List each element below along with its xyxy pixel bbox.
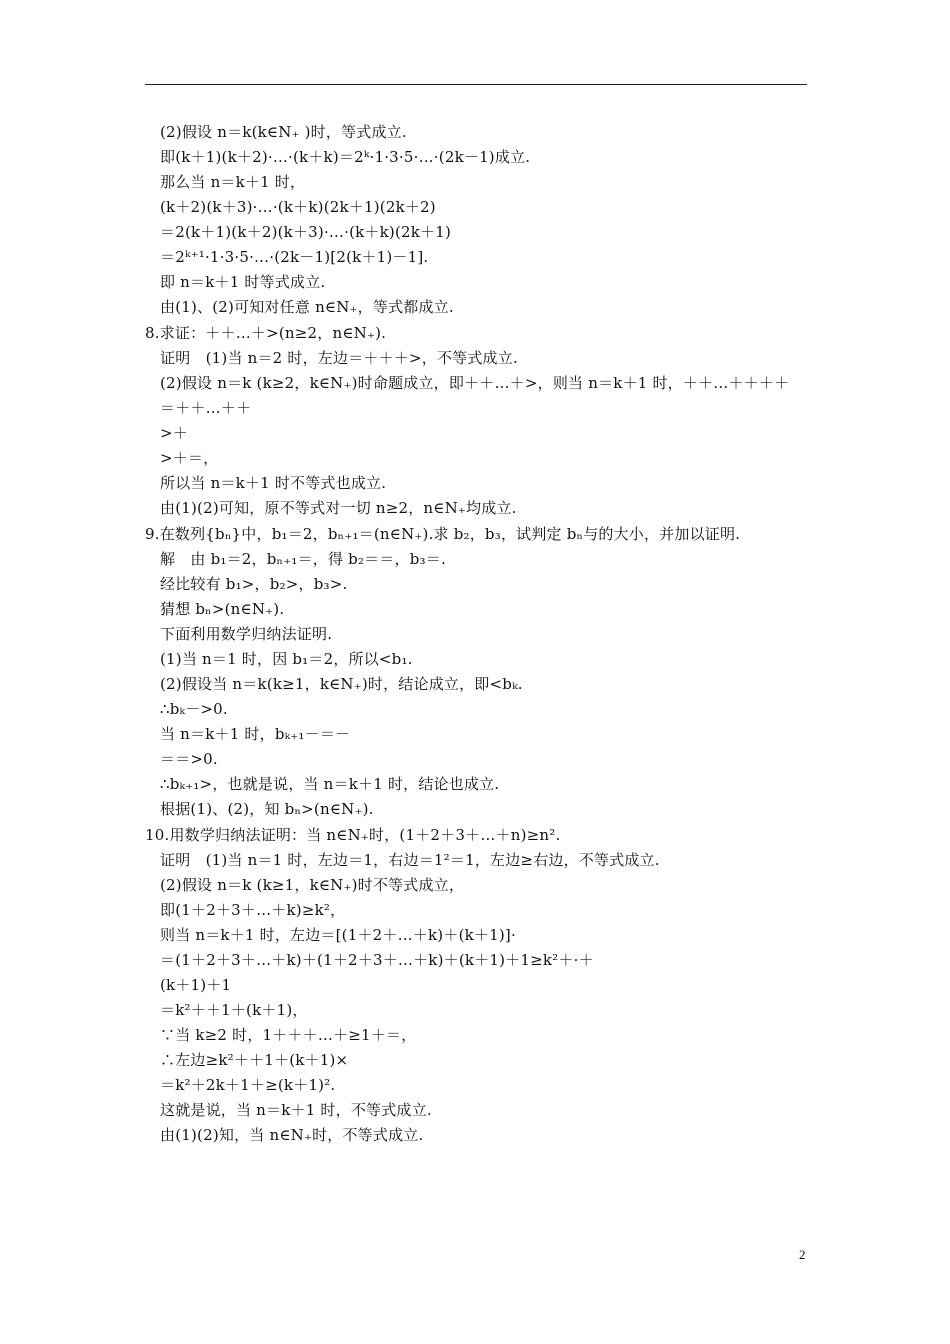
text-line: 那么当 n＝k＋1 时， — [160, 173, 306, 191]
text-line: 由(1)、(2)可知对任意 n∈N₊，等式都成立. — [160, 298, 454, 316]
text-line: ∴bₖ－>0. — [160, 700, 228, 718]
text-line: ∴左边≥k²＋＋1＋(k＋1)× — [160, 1051, 349, 1069]
text-line: (2)假设当 n＝k(k≥1，k∈N₊)时，结论成立，即<bₖ. — [160, 675, 523, 693]
problem-heading: 8.求证：＋＋…＋>(n≥2，n∈N₊). — [145, 324, 387, 342]
text-line: (2)假设 n＝k (k≥2，k∈N₊)时命题成立，即＋＋…＋>，则当 n＝k＋1 时，＋＋…＋＋＋＋ — [160, 374, 790, 392]
page-number: 2 — [799, 1247, 806, 1262]
text-line: 当 n＝k＋1 时，bₖ₊₁－＝－ — [160, 725, 351, 743]
text-line: ＝＋＋…＋＋ — [160, 399, 252, 417]
text-line: (k＋1)＋1 — [160, 976, 232, 994]
text-line: (2)假设 n＝k (k≥1，k∈N₊)时不等式成立， — [160, 876, 465, 894]
text-line: >＋ — [160, 424, 188, 442]
text-line: 由(1)(2)可知，原不等式对一切 n≥2，n∈N₊均成立. — [160, 499, 517, 517]
text-line: ＝(1＋2＋3＋…＋k)＋(1＋2＋3＋…＋k)＋(k＋1)＋1≥k²＋·＋ — [160, 951, 594, 969]
text-line: 解 由 b₁＝2，bₙ₊₁＝，得 b₂＝＝，b₃＝. — [160, 550, 446, 568]
text-line: 证明 (1)当 n＝2 时，左边＝＋＋＋>，不等式成立. — [160, 349, 518, 367]
text-line: 所以当 n＝k＋1 时不等式也成立. — [160, 474, 387, 492]
text-line: 则当 n＝k＋1 时，左边＝[(1＋2＋…＋k)＋(k＋1)]· — [160, 926, 516, 944]
text-line: 下面利用数学归纳法证明. — [160, 625, 333, 643]
text-line: ＝2ᵏ⁺¹·1·3·5·…·(2k－1)[2(k＋1)－1]. — [160, 248, 429, 266]
problem-heading: 9.在数列{bₙ}中，b₁＝2，bₙ₊₁＝(n∈N₊).求 b₂，b₃，试判定 bₙ与的大小，并加以证明. — [145, 525, 741, 543]
text-line: ＝＝>0. — [160, 750, 218, 768]
text-line: 即(1＋2＋3＋…＋k)≥k²， — [160, 901, 346, 919]
text-line: 根据(1)、(2)，知 bₙ>(n∈N₊). — [160, 800, 374, 818]
text-line: 由(1)(2)知，当 n∈N₊时，不等式成立. — [160, 1126, 424, 1144]
text-line: 即(k＋1)(k＋2)·…·(k＋k)＝2ᵏ·1·3·5·…·(2k－1)成立. — [160, 148, 531, 166]
text-line: ＝2(k＋1)(k＋2)(k＋3)·…·(k＋k)(2k＋1) — [160, 223, 452, 241]
text-line: ＝k²＋＋1＋(k＋1)， — [160, 1001, 308, 1019]
text-line: (1)当 n＝1 时，因 b₁＝2，所以<b₁. — [160, 650, 413, 668]
header-rule — [145, 84, 807, 85]
text-line: ∴bₖ₊₁>，也就是说，当 n＝k＋1 时，结论也成立. — [160, 775, 500, 793]
text-line: 猜想 bₙ>(n∈N₊). — [160, 600, 285, 618]
text-line: ＝k²＋2k＋1＋≥(k＋1)². — [160, 1076, 336, 1094]
text-line: 证明 (1)当 n＝1 时，左边＝1，右边＝1²＝1，左边≥右边，不等式成立. — [160, 851, 660, 869]
text-line: 经比较有 b₁>，b₂>，b₃>. — [160, 575, 348, 593]
text-line: 这就是说，当 n＝k＋1 时，不等式成立. — [160, 1101, 432, 1119]
text-line: (k＋2)(k＋3)·…·(k＋k)(2k＋1)(2k＋2) — [160, 198, 436, 216]
text-line: 即 n＝k＋1 时等式成立. — [160, 273, 326, 291]
text-line: ∵当 k≥2 时，1＋＋＋…＋≥1＋＝， — [160, 1026, 417, 1044]
text-line: >＋＝， — [160, 449, 219, 467]
text-line: (2)假设 n＝k(k∈N₊ )时，等式成立. — [160, 123, 407, 141]
problem-heading: 10.用数学归纳法证明：当 n∈N₊时，(1＋2＋3＋…＋n)≥n². — [145, 826, 561, 844]
